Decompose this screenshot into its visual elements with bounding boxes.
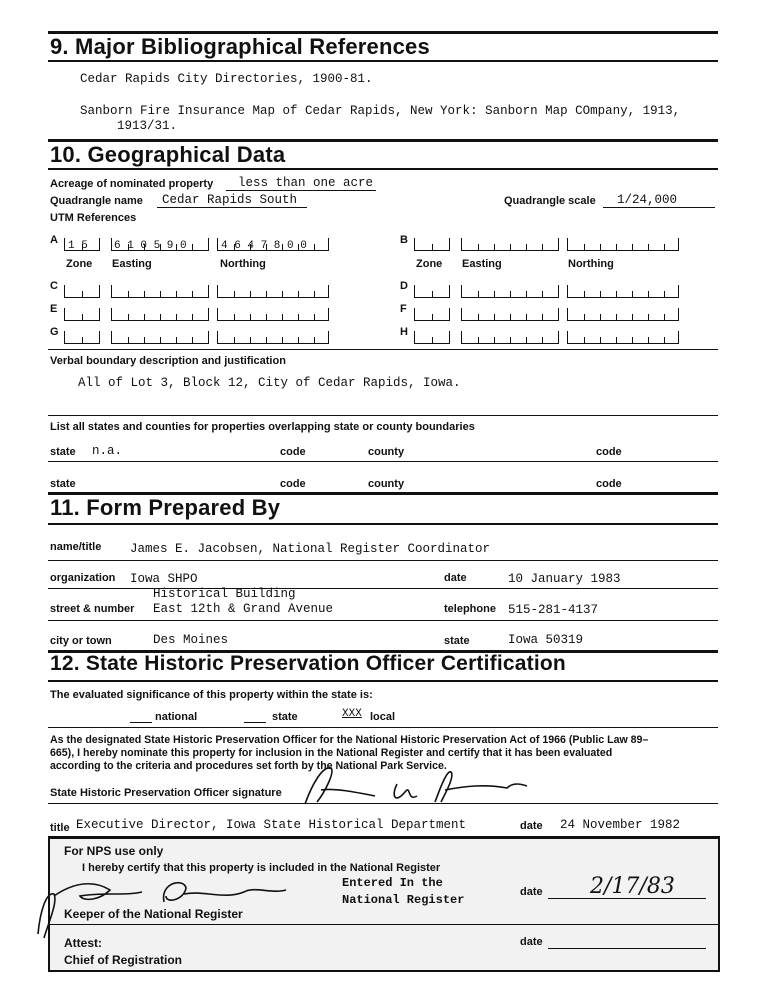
utm-tick [542, 291, 543, 297]
shpo-date-value: 24 November 1982 [560, 818, 681, 832]
local-label: local [370, 711, 396, 723]
section-12-title: 12. State Historic Preservation Officer Certification [50, 652, 566, 675]
utm-tick [432, 337, 433, 343]
zone-label-right: Zone [416, 258, 443, 270]
local-mark: XXX [342, 708, 362, 720]
utm-tick [526, 291, 527, 297]
utm-tick [266, 337, 267, 343]
section-10-title: 10. Geographical Data [50, 142, 286, 167]
utm-box [414, 308, 450, 321]
significance-line [48, 727, 718, 728]
quad-name-line [157, 207, 307, 208]
utm-tick [298, 291, 299, 297]
utm-tick [664, 314, 665, 320]
evaluated-text: The evaluated significance of this property within the state is: [50, 689, 373, 701]
keeper-line [48, 924, 718, 925]
utm-box [217, 285, 329, 298]
northing-label-right: Northing [568, 258, 614, 270]
quad-name-value: Cedar Rapids South [162, 193, 298, 207]
utm-tick [314, 314, 315, 320]
prepared-date-value: 10 January 1983 [508, 572, 621, 586]
rule-9 [48, 60, 718, 62]
utm-tick [494, 291, 495, 297]
state-label-1: state [50, 446, 76, 458]
utm-tick [314, 244, 315, 250]
utm-tick [584, 244, 585, 250]
utm-tick [298, 314, 299, 320]
state-value-1: n.a. [92, 444, 123, 458]
utm-tick [584, 314, 585, 320]
utm-tick [176, 314, 177, 320]
utm-tick [144, 337, 145, 343]
street-label: street & number [50, 603, 135, 615]
utm-tick [478, 244, 479, 250]
utm-box [461, 331, 559, 344]
cert-para-3: according to the criteria and procedures set forth by the National Park Service. [50, 760, 447, 772]
section-11-title: 11. Form Prepared By [50, 495, 281, 520]
cert-para-2: 665), I hereby nominate this property for inclusion in the National Register and certify that it has been evaluated [50, 747, 613, 759]
utm-tick [266, 291, 267, 297]
utm-box [64, 308, 100, 321]
utm-box [567, 308, 679, 321]
utm-letter-g: G [50, 326, 59, 338]
nps-certify-text: I hereby certify that this property is included in the National Register [82, 862, 441, 874]
state-address-value: Iowa 50319 [508, 633, 584, 647]
utm-letter-b: B [400, 234, 408, 246]
code-label-2: code [596, 446, 622, 458]
utm-box [64, 331, 100, 344]
utm-tick [432, 244, 433, 250]
utm-tick [282, 337, 283, 343]
nps-heading: For NPS use only [64, 844, 164, 858]
utm-tick [478, 314, 479, 320]
utm-tick [648, 314, 649, 320]
utm-tick [128, 337, 129, 343]
utm-tick [494, 337, 495, 343]
county-label-1: county [368, 446, 405, 458]
utm-tick [160, 314, 161, 320]
utm-tick [478, 291, 479, 297]
utm-tick [128, 291, 129, 297]
utm-tick [526, 314, 527, 320]
utm-tick [494, 314, 495, 320]
utm-tick [144, 291, 145, 297]
utm-box [414, 238, 450, 251]
register-stamp-line1: Entered In the [342, 876, 443, 890]
utm-tick [176, 337, 177, 343]
code-label-1: code [280, 446, 306, 458]
utm-box [217, 331, 329, 344]
utm-label: UTM References [50, 212, 137, 224]
shpo-signature-label: State Historic Preservation Officer signature [50, 787, 282, 799]
utm-tick [192, 337, 193, 343]
utm-tick [600, 291, 601, 297]
utm-tick [664, 291, 665, 297]
state-address-label: state [444, 635, 470, 647]
utm-tick [600, 337, 601, 343]
nps-date-line [548, 898, 706, 899]
utm-tick [234, 337, 235, 343]
utm-box [567, 285, 679, 298]
verbal-label: Verbal boundary description and justification [50, 355, 286, 367]
county-label-2: county [368, 478, 405, 490]
quad-name-label: Quadrangle name [50, 195, 143, 207]
utm-tick [82, 337, 83, 343]
utm-box [111, 331, 209, 344]
state-level-line [244, 722, 266, 723]
utm-box [64, 285, 100, 298]
organization-label: organization [50, 572, 116, 584]
utm-tick [648, 244, 649, 250]
utm-tick [632, 314, 633, 320]
utm-box [414, 285, 450, 298]
utm-a-easting: 6 1 0 5 9 0 [114, 240, 187, 252]
utm-box [567, 331, 679, 344]
utm-tick [664, 337, 665, 343]
national-line [130, 722, 152, 723]
utm-tick [632, 337, 633, 343]
utm-tick [632, 291, 633, 297]
utm-tick [192, 244, 193, 250]
utm-tick [616, 244, 617, 250]
attest-label: Attest: [64, 936, 102, 950]
utm-letter-h: H [400, 326, 408, 338]
telephone-value: 515-281-4137 [508, 603, 599, 617]
utm-tick [282, 314, 283, 320]
shpo-title-value: Executive Director, Iowa State Historical Department [76, 818, 467, 832]
rule-states [48, 415, 718, 416]
utm-letter-d: D [400, 280, 408, 292]
city-value: Des Moines [153, 633, 229, 647]
utm-tick [510, 244, 511, 250]
utm-box [461, 238, 559, 251]
utm-tick [542, 337, 543, 343]
utm-tick [526, 337, 527, 343]
northing-label-left: Northing [220, 258, 266, 270]
city-label: city or town [50, 635, 112, 647]
utm-letter-a: A [50, 234, 58, 246]
keeper-label: Keeper of the National Register [64, 907, 243, 921]
utm-tick [298, 337, 299, 343]
utm-tick [234, 314, 235, 320]
quad-scale-label: Quadrangle scale [504, 195, 596, 207]
acreage-line [226, 190, 376, 191]
attest-date-label: date [520, 936, 543, 948]
utm-tick [600, 314, 601, 320]
acreage-label: Acreage of nominated property [50, 178, 214, 190]
utm-box [111, 285, 209, 298]
reference-1: Cedar Rapids City Directories, 1900-81. [80, 72, 373, 86]
shpo-title-label: title [50, 822, 70, 834]
code-label-4: code [596, 478, 622, 490]
utm-tick [494, 244, 495, 250]
prepared-date-label: date [444, 572, 467, 584]
utm-letter-f: F [400, 303, 407, 315]
utm-tick [82, 314, 83, 320]
org-line [48, 588, 718, 589]
organization-value: Iowa SHPO [130, 572, 198, 586]
utm-tick [664, 244, 665, 250]
national-label: national [155, 711, 198, 723]
utm-tick [510, 337, 511, 343]
nps-date-label: date [520, 886, 543, 898]
verbal-value: All of Lot 3, Block 12, City of Cedar Rapids, Iowa. [78, 376, 461, 390]
easting-label-left: Easting [112, 258, 152, 270]
utm-tick [234, 291, 235, 297]
utm-tick [632, 244, 633, 250]
signature-line [48, 803, 718, 804]
utm-tick [616, 291, 617, 297]
name-title-value: James E. Jacobsen, National Register Coordinator [130, 542, 491, 556]
utm-tick [192, 314, 193, 320]
utm-tick [266, 314, 267, 320]
utm-tick [314, 337, 315, 343]
state-row-1-line [48, 461, 718, 462]
easting-label-right: Easting [462, 258, 502, 270]
state-label-2: state [50, 478, 76, 490]
name-title-label: name/title [50, 541, 102, 553]
acreage-value: less than one acre [238, 176, 374, 190]
utm-tick [250, 291, 251, 297]
utm-tick [192, 291, 193, 297]
utm-tick [176, 291, 177, 297]
utm-letter-c: C [50, 280, 58, 292]
section-9-title: 9. Major Bibliographical References [50, 34, 430, 59]
utm-tick [144, 314, 145, 320]
states-label: List all states and counties for properties overlapping state or county boundaries [50, 421, 475, 433]
street-value-1: Historical Building [153, 587, 296, 601]
utm-tick [160, 337, 161, 343]
rule-10 [48, 168, 718, 170]
utm-tick [314, 291, 315, 297]
register-stamp-line2: National Register [342, 893, 465, 907]
quad-scale-value: 1/24,000 [617, 193, 678, 207]
utm-tick [616, 314, 617, 320]
street-line [48, 620, 718, 621]
nps-date-signed: 2/17/83 [590, 874, 675, 899]
utm-tick [542, 244, 543, 250]
utm-tick [600, 244, 601, 250]
utm-box [567, 238, 679, 251]
utm-tick [510, 314, 511, 320]
utm-box [414, 331, 450, 344]
utm-tick [616, 337, 617, 343]
zone-label-left: Zone [66, 258, 93, 270]
utm-tick [432, 314, 433, 320]
utm-tick [432, 291, 433, 297]
utm-tick [542, 314, 543, 320]
utm-box [461, 285, 559, 298]
utm-tick [160, 291, 161, 297]
reference-2a: Sanborn Fire Insurance Map of Cedar Rapids, New York: Sanborn Map COmpany, 1913, [80, 104, 681, 118]
utm-letter-e: E [50, 303, 58, 315]
utm-tick [648, 291, 649, 297]
utm-tick [584, 291, 585, 297]
utm-box [111, 308, 209, 321]
utm-tick [250, 314, 251, 320]
attest-date-line [548, 948, 706, 949]
utm-tick [282, 291, 283, 297]
name-line [48, 560, 718, 561]
utm-tick [526, 244, 527, 250]
utm-tick [82, 291, 83, 297]
quad-scale-line [603, 207, 715, 208]
utm-tick [128, 314, 129, 320]
telephone-label: telephone [444, 603, 496, 615]
nps-top-rule [48, 836, 720, 839]
utm-box [461, 308, 559, 321]
shpo-date-label: date [520, 820, 543, 832]
reference-2b: 1913/31. [117, 119, 178, 133]
utm-tick [584, 337, 585, 343]
code-label-3: code [280, 478, 306, 490]
street-value-2: East 12th & Grand Avenue [153, 602, 334, 616]
state-level-label: state [272, 711, 298, 723]
cert-para-1: As the designated State Historic Preservation Officer for the National Historic Preservation Act of 1966 (Public Law 89– [50, 734, 649, 746]
utm-a-zone: 1 5 [68, 240, 88, 252]
utm-tick [510, 291, 511, 297]
utm-tick [250, 337, 251, 343]
rule-11 [48, 523, 718, 525]
chief-label: Chief of Registration [64, 953, 183, 967]
utm-tick [648, 337, 649, 343]
utm-a-northing: 4 6 4 7 8 0 0 [221, 240, 307, 252]
rule-12 [48, 680, 718, 682]
utm-tick [478, 337, 479, 343]
rule-utm [48, 349, 718, 350]
utm-box [217, 308, 329, 321]
